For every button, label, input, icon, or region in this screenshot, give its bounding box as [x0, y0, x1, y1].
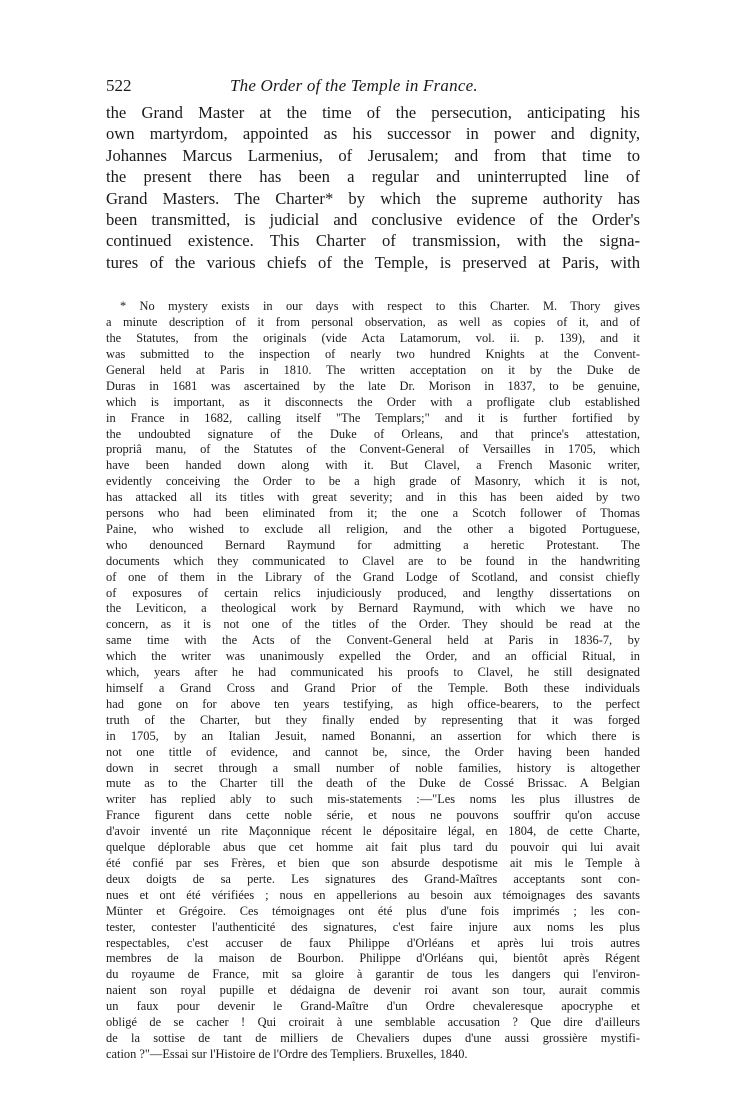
footnote-line: the Leviticon, a theological work by Bernard Raymund, with which we have no [106, 601, 640, 616]
footnote-line: quelque déplorable abus que cet homme ait fait plus tard du pouvoir qui lui avait [106, 840, 640, 855]
footnote-marker-line: * No mystery exists in our days with respect to this Charter. M. Thory gives [120, 299, 640, 314]
footnote-line: has attacked all its titles with great severity; and in this has been aided by two [106, 490, 640, 505]
footnote-line: membres de la maison de Bourbon. Philippe d'Orléans qui, bientôt après Régent [106, 951, 640, 966]
footnote-line: nues et ont été vérifiées ; nous en appellerions au besoin aux témoignages des savants [106, 887, 640, 902]
footnote-line: the Statutes, from the originals (vide Acta Latamorum, vol. ii. p. 139), and it [106, 331, 640, 346]
footnote-line: obligé de se cacher ! Qui croirait à une semblable accusation ? Que dire d'ailleurs [106, 1015, 640, 1030]
body-line: tures of the various chiefs of the Temple, is preserved at Paris, with [106, 252, 640, 272]
footnote [100, 299, 640, 1063]
footnote-line: General held at Paris in 1810. The written acceptation on it by the Duke de [106, 362, 640, 377]
body-line: Grand Masters. The Charter* by which the supreme authority has [106, 188, 640, 208]
footnote-line: Paine, who wished to exclude all religion, and the other a bigoted Portuguese, [106, 521, 640, 536]
footnote-line: of exposures of certain relics injudiciously produced, and lengthy dissertations on [106, 585, 640, 600]
body-line: the Grand Master at the time of the persecution, anticipating his [106, 103, 640, 122]
footnote-line: deux doigts de sa perte. Les signatures des Grand-Maîtres acceptants sont con- [106, 871, 640, 886]
footnote-line: persons who had been eliminated from it; the one a Scotch follower of Thomas [106, 506, 640, 521]
body-text [100, 102, 640, 273]
footnote-line: himself a Grand Cross and Grand Prior of the Temple. Both these individuals [106, 681, 640, 695]
footnote-line: which is important, as it disconnects the Order with a profligate club established [106, 394, 640, 409]
body-line: continued existence. This Charter of transmission, with the signa- [106, 231, 640, 251]
footnote-line: été confié par ses Frères, et bien que son absurde despotisme ait mis le Temple à [106, 855, 640, 870]
footnote-line: de la sottise de tant de milliers de Chevaliers dupes d'une aussi grossière mystifi- [106, 1030, 640, 1045]
footnote-line: who denounced Bernard Raymund for admitting a heretic Protestant. The [106, 537, 640, 552]
footnote-line: respectables, c'est accuser de faux Philippe d'Orléans et après lui trois autres [106, 935, 640, 950]
footnote-line: documents which they communicated to Clavel are to be found in the handwriting [106, 553, 640, 568]
body-line: own martyrdom, appointed as his successor in power and dignity, [106, 124, 640, 144]
footnote-line: mute as to the Charter till the death of the Duke de Cossé Brissac. A Belgian [106, 776, 640, 791]
footnote-line: tester, contester l'authenticité des signatures, c'est faire injure aux noms les plus [106, 919, 640, 934]
footnote-line: not one tittle of evidence, and cannot be, since, the Order having been handed [106, 744, 640, 759]
running-head: The Order of the Temple in France. [230, 76, 478, 95]
footnote-line: a minute description of it from personal observation, as well as copies of it, and of [106, 315, 640, 330]
book-page [100, 76, 640, 1063]
body-line: Johannes Marcus Larmenius, of Jerusalem; and from that time to [106, 145, 640, 165]
footnote-line: evidently conceiving the Order to be a high grade of Masonry, which it is not, [106, 474, 640, 489]
footnote-line: have been handed down along with it. But Clavel, a French Masonic writer, [106, 458, 640, 473]
footnote-line: un faux pour devenir le Grand-Maître d'un Ordre chevaleresque apocryphe et [106, 999, 640, 1014]
footnote-line: of one of them in the Library of the Grand Lodge of Scotland, and consist chiefly [106, 569, 640, 584]
footnote-line: concern, as it is not one of the titles of the Order. They should be read at the [106, 617, 640, 632]
footnote-line: d'avoir inventé un rite Maçonnique récent le dépositaire légal, en 1804, de cette Charte, [106, 824, 640, 839]
footnote-line: which, years after he had communicated his proofs to Clavel, he still designated [106, 665, 640, 680]
footnote-line: had gone on for above ten years testifying, as high office-bearers, to the perfect [106, 696, 640, 711]
footnote-line: was submitted to the inspection of nearly two hundred Knights at the Convent- [106, 346, 640, 361]
footnote-line: which the writer was unanimously expelled the Order, and an official Ritual, in [106, 649, 640, 664]
body-line: the present there has been a regular and uninterrupted line of [106, 167, 640, 187]
footnote-line: in France in 1682, calling itself "The Templars;" and it is further fortified by [106, 410, 640, 425]
footnote-line: writer has replied ably to such mis-statements :—"Les noms les plus illustres de [106, 792, 640, 807]
footnote-line: naient son royal pupille et dédaigna de devenir roi avant son tour, aurait commis [106, 983, 640, 998]
page-number: 522 [106, 76, 132, 95]
footnote-line: the undoubted signature of the Duke of Orleans, and that prince's attestation, [106, 426, 640, 441]
footnote-line: down in secret through a small number of noble families, history is altogether [106, 760, 640, 775]
footnote-line: same time with the Acts of the Convent-General held at Paris in 1836-7, by [106, 633, 640, 648]
footnote-line: truth of the Charter, but they finally ended by representing that it was forged [106, 712, 640, 727]
footnote-line: France figurent dans cette noble série, et nous ne pouvons souffrir qu'on accuse [106, 808, 640, 823]
footnote-line: propriâ manu, of the Statutes of the Convent-General of Versailles in 1705, which [106, 442, 640, 457]
page-header [100, 76, 640, 102]
footnote-line: Duras in 1681 was ascertained by the late Dr. Morison in 1837, to be genuine, [106, 378, 640, 393]
footnote-line: cation ?"—Essai sur l'Histoire de l'Ordre des Templiers. Bruxelles, 1840. [106, 1046, 468, 1061]
body-line: been transmitted, is judicial and conclusive evidence of the Order's [106, 210, 640, 230]
footnote-line: du royaume de France, mit sa gloire à garantir de tous les dangers qui l'environ- [106, 967, 640, 982]
footnote-line: in 1705, by an Italian Jesuit, named Bonanni, an assertion for which there is [106, 728, 640, 743]
footnote-line: Münter et Grégoire. Ces témoignages ont été plus d'une fois imprimés ; les con- [106, 903, 640, 918]
